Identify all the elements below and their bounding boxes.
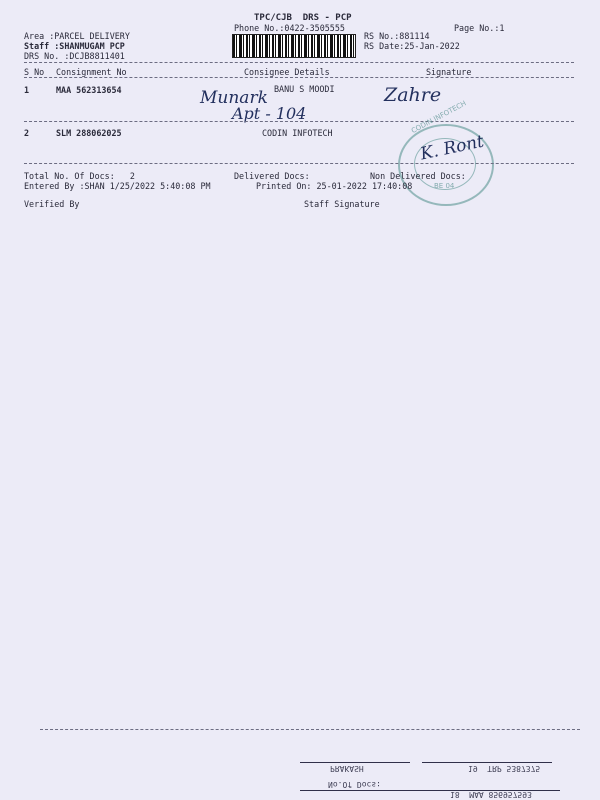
document-title: TPC/CJB DRS - PCP: [254, 13, 352, 23]
rs-date: RS Date:25-Jan-2022: [364, 41, 460, 51]
row-2-consignee: CODIN INFOTECH: [262, 128, 333, 138]
stamp-top-text: CODIN INFOTECH: [410, 99, 468, 136]
non-delivered-docs: Non Delivered Docs:: [370, 171, 466, 181]
printed-on: Printed On: 25-01-2022 17:40:08: [256, 181, 413, 191]
bottom-divider: [40, 729, 580, 730]
row-2-sno: 2: [24, 128, 30, 138]
bleed-text-2: PRAKASH: [330, 764, 364, 773]
stamp-bottom-text: BE 04: [434, 182, 455, 190]
col-header-consignment: Consignment No: [56, 67, 127, 77]
bleed-line: [422, 762, 552, 763]
row-1-consignment: MAA 562313654: [56, 85, 122, 95]
divider: [24, 77, 574, 78]
col-header-signature: Signature: [426, 67, 472, 77]
delivered-docs: Delivered Docs:: [234, 171, 310, 181]
verified-by-label: Verified By: [24, 199, 80, 209]
divider: [24, 62, 574, 63]
row-1-consignee: BANU S MOODI: [274, 84, 335, 94]
area-field: Area :PARCEL DELIVERY: [24, 31, 130, 41]
divider: [24, 121, 574, 122]
bleed-text-4: No.Of Docs:: [328, 780, 381, 789]
barcode-image: [232, 34, 356, 58]
bleed-text-3: 18 MAA 856957593: [450, 790, 532, 799]
page-number: Page No.:1: [454, 23, 505, 33]
bleed-text-1: 19 TRP 5387375: [468, 764, 541, 773]
row-1-sno: 1: [24, 85, 30, 95]
total-docs: Total No. Of Docs: 2: [24, 171, 135, 181]
handwritten-address-line-1: Munark: [200, 88, 268, 108]
row-2-consignment: SLM 288062025: [56, 128, 122, 138]
handwritten-signature-2: K. Ront: [418, 131, 486, 165]
col-header-consignee: Consignee Details: [244, 67, 330, 77]
divider: [24, 163, 574, 164]
handwritten-address-line-2: Apt - 104: [232, 104, 307, 123]
entered-by: Entered By :SHAN 1/25/2022 5:40:08 PM: [24, 181, 211, 191]
phone-number: Phone No.:0422-3505555: [234, 23, 345, 33]
staff-signature-label: Staff Signature: [304, 199, 380, 209]
bleed-line: [300, 762, 410, 763]
handwritten-signature-1: Zahre: [384, 84, 442, 106]
drs-number: DRS No. :DCJB8811401: [24, 51, 125, 61]
staff-field: Staff :SHANMUGAM PCP: [24, 41, 125, 51]
rs-number: RS No.:881114: [364, 31, 430, 41]
col-header-sno: S No: [24, 67, 45, 77]
